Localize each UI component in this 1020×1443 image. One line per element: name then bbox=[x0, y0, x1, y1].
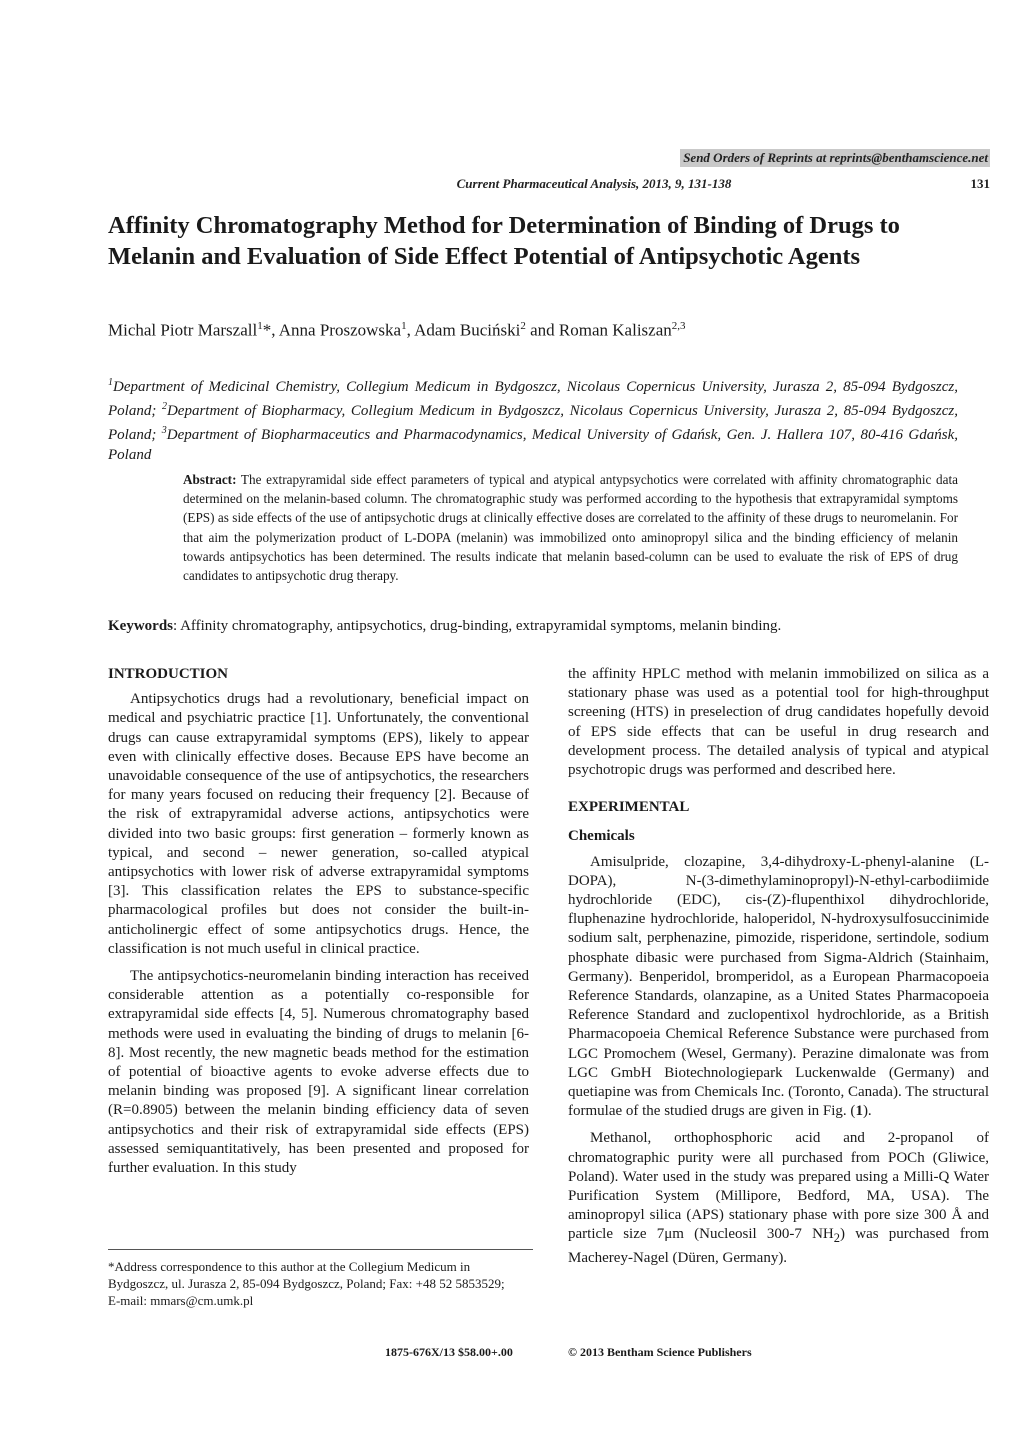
journal-citation: Current Pharmaceutical Analysis, 2013, 9, 131-138 bbox=[456, 176, 732, 191]
right-column bbox=[568, 665, 989, 1276]
paragraph: the affinity HPLC method with melanin immobilized on silica as a stationary phase was used as a potential tool for high-throughput screening (HTS) in preselection of drug candidates hopefully devoid of EPS side effects that can be useful in drug research and development process. The detailed analysis of typical and atypical psychotropic drugs was performed and described here. bbox=[568, 666, 989, 779]
affiliation-text: Department of Medicinal Chemistry, Collegium Medicum in Bydgoszcz, Nicolaus Copernicus University, Jurasza 2, 85-094 Bydgoszcz, Poland; bbox=[108, 379, 958, 419]
issn-price: 1875-676X/13 $58.00+.00 bbox=[385, 1345, 513, 1359]
section-spacer bbox=[568, 788, 989, 798]
keywords bbox=[108, 616, 958, 636]
footnote-divider bbox=[108, 1249, 533, 1250]
paragraph bbox=[568, 1129, 989, 1267]
left-column bbox=[108, 665, 529, 1186]
abstract-text: The extrapyramidal side effect parameters of typical and atypical antypsychotics were correlated with affinity chromatographic data determined on the melanin-based column. The chromatographic study was performed according to the hypothesis that extrapyramidal symptoms (EPS) as side effects of the use of antipsychotic drugs at clinically effective doses are correlated to the affinity of these drugs to neuromelanin. For that aim the polymerization product of L-DOPA (melanin) was immobilized onto aminopropyl silica and the binding efficiency of melanin towards antipsychotics has been determined. The results indicate that melanin based-column can be used to evaluate the risk of EPS of drug candidates to antipsychotic drug therapy. bbox=[183, 472, 959, 584]
author-name: Anna Proszowska bbox=[278, 320, 402, 340]
author-separator: , bbox=[406, 320, 415, 340]
section-heading-introduction: INTRODUCTION bbox=[108, 666, 229, 682]
page-number: 131 bbox=[970, 176, 990, 191]
paragraph-text: ). bbox=[862, 1103, 872, 1120]
affiliation-mark: 2 bbox=[161, 401, 167, 412]
footnote-address: *Address correspondence to this author at the Collegium Medicum in Bydgoszcz, ul. Jurasza 2, 85-094 Bydgoszcz, Poland; Fax: +48 52 5853529; bbox=[108, 1259, 505, 1291]
paragraph-text: Methanol, orthophosphoric acid and 2-propanol of chromatographic purity were all purchased from POCh (Gliwice, Poland). Water used in the study was prepared using a Milli-Q Water Purification System (Millipore, Bedford, MA, USA). The aminopropyl silica (APS) stationary phase with pore size 300 Å and particle size 7μm (Nucleosil 300-7 NH bbox=[568, 1130, 989, 1243]
keywords-text: : Affinity chromatography, antipsychotics, drug-binding, extrapyramidal symptoms, melanin binding. bbox=[173, 618, 782, 634]
author-affiliation-mark: 2 bbox=[520, 320, 526, 332]
section-heading-experimental: EXPERIMENTAL bbox=[568, 799, 690, 816]
affiliation-text: Department of Biopharmaceutics and Pharmacodynamics, Medical University of Gdańsk, Gen. J. Hallera 107, 80-416 Gdańsk, Poland bbox=[108, 427, 958, 463]
author-affiliation-mark: 1 bbox=[401, 320, 407, 332]
journal-header bbox=[108, 176, 990, 192]
keywords-label: Keywords bbox=[108, 618, 173, 634]
article-title: Affinity Chromatography Method for Determination of Binding of Drugs to Melanin and Evaluation of Side Effect Potential of Antipsychotic Agents bbox=[108, 212, 900, 270]
correspondence-footnote bbox=[108, 1258, 533, 1309]
paragraph: The antipsychotics-neuromelanin binding interaction has received considerable attention as a potentially co-responsible for extrapyramidal side effects [4, 5]. Numerous chromatography based methods were used in evaluating the binding of drugs to melanin [6-8]. Most recently, the new magnetic beads method for the estimation of potential of bioactive agents to evoke adverse effects due to melanin binding was proposed [9]. A significant linear correlation (R=0.8905) between the melanin binding efficiency data of seven antipsychotics and their risk of extrapyramidal side effects (EPS) assessed semiquantitatively, has been presented and proposed for further evaluation. In this study bbox=[108, 968, 529, 1177]
abstract bbox=[183, 470, 958, 585]
abstract-label: Abstract: bbox=[183, 472, 237, 487]
author-name: Adam Buciński bbox=[414, 320, 521, 340]
reprints-notice: Send Orders of Reprints at reprints@benthamscience.net bbox=[680, 149, 990, 167]
paragraph bbox=[568, 853, 989, 1122]
paragraph-text: Amisulpride, clozapine, 3,4-dihydroxy-L-phenyl-alanine (L-DOPA), N-(3-dimethylaminopropyl)-N-ethyl-carbodiimide hydrochloride (EDC), cis-(Z)-flupenthixol dihydrochloride, fluphenazine hydrochloride, haloperidol, N-hydroxysulfosuccinimide sodium salt, perphenazine, pimozide, risperidone, sertindole, sodium phosphate dibasic were purchased from Sigma-Aldrich (Stainhaim, Germany). Benperidol, bromperidol, as a European Pharmacopoeia Reference Standards, olanzapine, as a United States Pharmacopoeia Reference Standard and zuclopentixol hydrochloride, as a British Pharmacopoeia Chemical Reference Substance were purchased from LGC Promochem (Wesel, Germany). Perazine dimalonate was from LGC GmbH Biotechnologiepark Luckenwalde (Germany) and quetiapine was from Chemicals Inc. (Toronto, Canada). The structural formulae of the studied drugs are given in Fig. ( bbox=[568, 853, 989, 1120]
author-affiliation-mark: 2,3 bbox=[671, 320, 686, 332]
footnote-email[interactable]: E-mail: mmars@cm.umk.pl bbox=[108, 1293, 254, 1308]
affiliation-mark: 3 bbox=[161, 425, 167, 436]
affiliation-text: Department of Biopharmacy, Collegium Medicum in Bydgoszcz, Nicolaus Copernicus University, Jurasza 2, 85-094 Bydgoszcz, Poland; bbox=[108, 403, 958, 443]
copyright: © 2013 Bentham Science Publishers bbox=[568, 1345, 752, 1359]
author-list bbox=[108, 316, 992, 341]
affiliations bbox=[108, 373, 958, 465]
paragraph: Antipsychotics drugs had a revolutionary, beneficial impact on medical and psychiatric practice [1]. Unfortunately, the conventional drugs can cause extrapyramidal symptoms (EPS), likely to appear even with clinically effective doses. Because EPS have become an unavoidable consequence of the use of antipsychotics, the researchers for many years focused on reducing their frequency [2]. Because of the risk of extrapyramidal adverse actions, antipsychotics were divided into two basic groups: first generation – formerly known as typical, and second – newer generation, so-called atypical antipsychotics with lower risk of adverse extrapyramidal symptoms [3]. This classification relates the EPS to substance-specific pharmacological profiles but does not consider the built-in-anticholinergic effect of some antipsychotics drugs. Hence, the classification is not much useful in clinical practice. bbox=[108, 691, 529, 957]
figure-reference[interactable]: 1 bbox=[855, 1103, 863, 1120]
subscript: 2 bbox=[833, 1231, 841, 1246]
paragraph-text: ) was purchased from Macherey-Nagel (Düren, Germany). bbox=[568, 1226, 989, 1266]
author-separator: and bbox=[525, 320, 559, 340]
author-name: Roman Kaliszan bbox=[558, 320, 672, 340]
corresponding-mark: *, bbox=[262, 320, 279, 340]
author-affiliation-mark: 1 bbox=[257, 320, 263, 332]
subsection-heading-chemicals: Chemicals bbox=[568, 828, 635, 845]
affiliation-mark: 1 bbox=[108, 377, 113, 388]
author-name: Michal Piotr Marszall bbox=[108, 320, 258, 340]
